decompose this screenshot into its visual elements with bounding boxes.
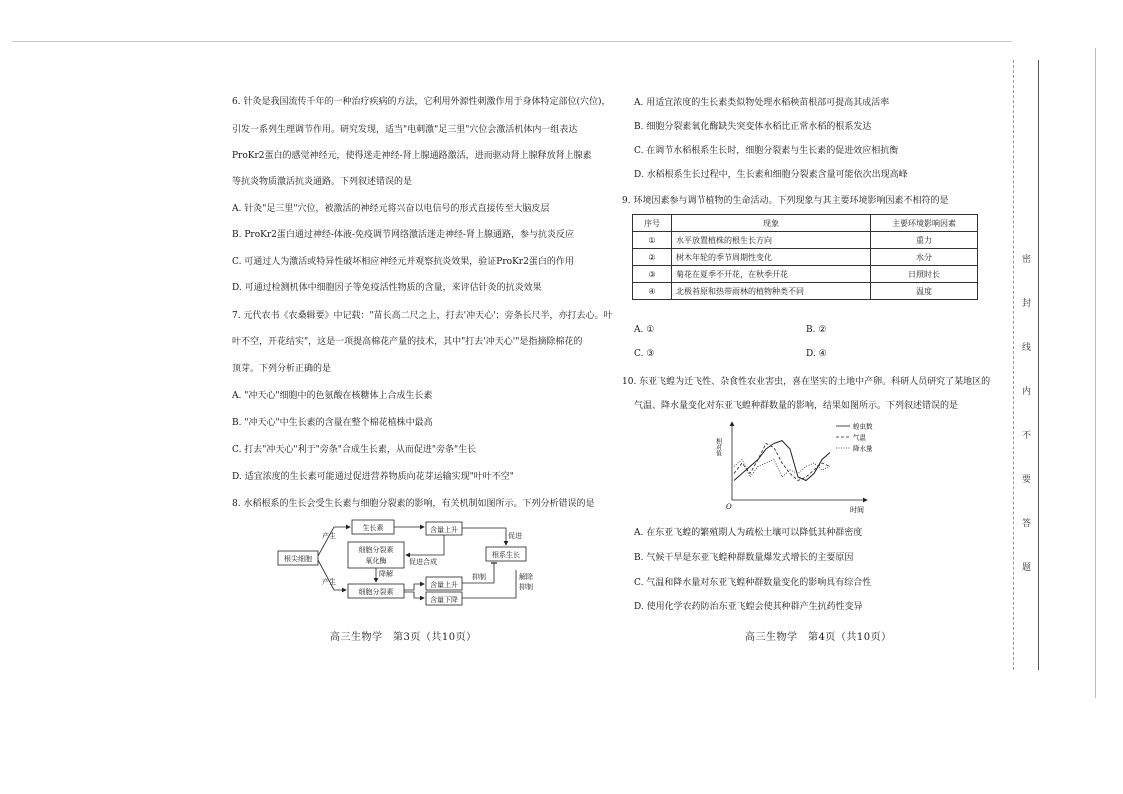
inhibit-label: 抑制: [472, 573, 486, 581]
x-axis-label: 时间: [850, 506, 864, 514]
q9-option-d: D. ④: [806, 349, 827, 359]
table-row: [633, 249, 978, 266]
table-cell: 温度: [871, 283, 978, 300]
q10-option-d: D. 使用化学农药防治东亚飞蝗会使其种群产生抗药性变异: [634, 602, 863, 612]
binding-char: 内: [1022, 387, 1032, 397]
table-header: 序号: [633, 215, 672, 232]
binding-char: 要: [1022, 475, 1032, 485]
q9-option-c: C. ③: [634, 349, 655, 359]
q10-stem-line: 10. 东亚飞蝗为迁飞性、杂食性农业害虫，喜在坚实的土地中产卵。科研人员研究了某地区的: [622, 377, 991, 387]
binding-char: 题: [1022, 563, 1032, 573]
q7-stem-line: 顶芽。下列分析正确的是: [232, 364, 332, 374]
q7-option-a: A. "冲天心"细胞中的色氨酸在核糖体上合成生长素: [232, 391, 433, 401]
promote-label: 促进: [508, 532, 522, 540]
table-cell: ③: [633, 266, 672, 283]
table-row: [633, 266, 978, 283]
table-header-row: [633, 215, 978, 232]
q6-stem-line: 等抗炎物质激活抗炎通路。下列叙述错误的是: [232, 177, 413, 187]
series-line-1: [734, 441, 830, 481]
degrade-label: 降解: [379, 570, 393, 578]
produce-label: 产生: [322, 532, 336, 540]
relieve-label: 抑制: [519, 583, 533, 591]
q6-option-d: D. 可通过检测机体中细胞因子等免疫活性物质的含量，来评估针灸的抗炎效果: [232, 283, 542, 293]
root-growth-label: 根系生长: [492, 551, 520, 559]
q7-stem-line: 7. 元代农书《农桑辑要》中记载："苗长高二尺之上，打去'冲天心'；旁条长尺半，亦打去心。叶: [232, 311, 613, 321]
relieve-label: 解除: [519, 573, 533, 581]
q9-stem: 9. 环境因素参与调节植物的生命活动。下列现象与其主要环境影响因素不相符的是: [622, 196, 949, 206]
oxidase-label: 细胞分裂素: [358, 546, 394, 554]
q8-option-b: B. 细胞分裂素氧化酶缺失突变体水稻比正常水稻的根系发达: [634, 122, 872, 132]
q6-option-b: B. ProKr2蛋白通过神经-体液-免疫调节网络激活迷走神经-肾上腺通路，参与抗炎反应: [232, 230, 574, 240]
y-axis-label: 相对值: [714, 438, 722, 456]
q7-option-d: D. 适宜浓度的生长素可能通过促进营养物质向花芽运输实现"叶叶不空": [232, 472, 514, 482]
q6-stem-line: 引发一系列生理调节作用。研究发现，适当"电刺激"足三里"穴位会激活机体内一组表达: [232, 125, 578, 135]
content-up2-label: 含量上升: [430, 581, 458, 589]
table-header: 主要环境影响因素: [871, 215, 978, 232]
q10-option-a: A. 在东亚飞蝗的繁殖期人为疏松土壤可以降低其种群密度: [634, 528, 863, 538]
q8-stem: 8. 水稻根系的生长会受生长素与细胞分裂素的影响，有关机制如图所示。下列分析错误的是: [232, 499, 595, 509]
q6-stem-line: 6. 针灸是我国流传千年的一种治疗疾病的方法，它利用外源性刺激作用于身体特定部位(穴位)，: [232, 97, 611, 107]
q7-option-b: B. "冲天心"中生长素的含量在整个棉花植株中最高: [232, 418, 433, 428]
oxidase-label: 氧化酶: [365, 557, 387, 565]
page-edge-line: [1095, 48, 1096, 698]
table-cell: ②: [633, 249, 672, 266]
binding-margin: [1016, 60, 1039, 670]
root-cell-label: 根尖细胞: [284, 555, 312, 563]
binding-char: 线: [1022, 343, 1032, 353]
table-cell: 北极苔原和热带雨林的植物种类不同: [672, 283, 871, 300]
legend-label: 气温: [853, 433, 866, 442]
q6-option-a: A. 针灸"足三里"穴位，被激活的神经元将兴奋以电信号的形式直接传至大脑皮层: [232, 204, 550, 214]
top-rule: [12, 41, 1012, 42]
q9-option-a: A. ①: [634, 325, 655, 335]
q10-stem-line: 气温、降水量变化对东亚飞蝗种群数量的影响，结果如图所示。下列叙述错误的是: [634, 401, 959, 411]
table-cell: 日照时长: [871, 266, 978, 283]
produce-label: 产生: [322, 578, 336, 586]
table-cell: 树木年轮的季节周期性变化: [672, 249, 871, 266]
q7-option-c: C. 打去"冲天心"利于"旁条"合成生长素，从而促进"旁条"生长: [232, 445, 477, 455]
table-cell: 水分: [871, 249, 978, 266]
content-down-label: 含量下降: [430, 596, 458, 604]
table-header: 现象: [672, 215, 871, 232]
q9-option-b: B. ②: [806, 325, 827, 335]
q9-table: [632, 214, 978, 300]
q8-option-a: A. 用适宜浓度的生长素类似物处理水稻秧苗根部可提高其成活率: [634, 98, 890, 108]
q6-option-c: C. 可通过人为激活或特异性破坏相应神经元并观察抗炎效果，验证ProKr2蛋白的作用: [232, 257, 574, 267]
legend-label: 蝗虫数: [853, 422, 873, 431]
origin-label: O: [726, 503, 732, 511]
table-cell: 菊花在夏季不开花，在秋季开花: [672, 266, 871, 283]
table-cell: 重力: [871, 232, 978, 249]
q7-stem-line: 叶不空，开花结实"，这是一项提高棉花产量的技术，其中"打去'冲天心'"是指摘除棉花的: [232, 337, 583, 347]
q6-stem-line: ProKr2蛋白的感觉神经元，使得迷走神经-肾上腺通路激活，进而驱动肾上腺释放肾上腺素: [232, 151, 592, 161]
series-line-2: [734, 443, 830, 480]
auxin-label: 生长素: [362, 524, 384, 532]
q8-option-d: D. 水稻根系生长过程中，生长素和细胞分裂素含量可能依次出现高峰: [634, 170, 908, 180]
binding-dashed-line: [1013, 60, 1015, 670]
content-up-label: 含量上升: [430, 526, 458, 534]
footer-right: 高三生物学 第4页（共10页）: [745, 632, 892, 643]
binding-char: 密: [1022, 255, 1032, 265]
table-row: [633, 232, 978, 249]
binding-char: 答: [1022, 519, 1032, 529]
q8-mechanism-diagram: [276, 518, 576, 618]
table-cell: 水平放置植株的根生长方向: [672, 232, 871, 249]
table-cell: ④: [633, 283, 672, 300]
promote-synth-label: 促进合成: [409, 558, 437, 566]
q10-line-chart: [712, 420, 892, 520]
footer-left: 高三生物学 第3页（共10页）: [330, 632, 477, 643]
table-row: [633, 283, 978, 300]
q10-option-b: B. 气候干旱是东亚飞蝗种群数量爆发式增长的主要原因: [634, 553, 854, 563]
cytokinin-label: 细胞分裂素: [358, 588, 394, 596]
q10-option-c: C. 气温和降水量对东亚飞蝗种群数量变化的影响具有综合性: [634, 578, 872, 588]
binding-char: 不: [1022, 431, 1032, 441]
q8-option-c: C. 在调节水稻根系生长时，细胞分裂素与生长素的促进效应相抗衡: [634, 146, 899, 156]
binding-char: 封: [1022, 299, 1032, 309]
table-cell: ①: [633, 232, 672, 249]
legend-label: 降水量: [853, 444, 873, 453]
